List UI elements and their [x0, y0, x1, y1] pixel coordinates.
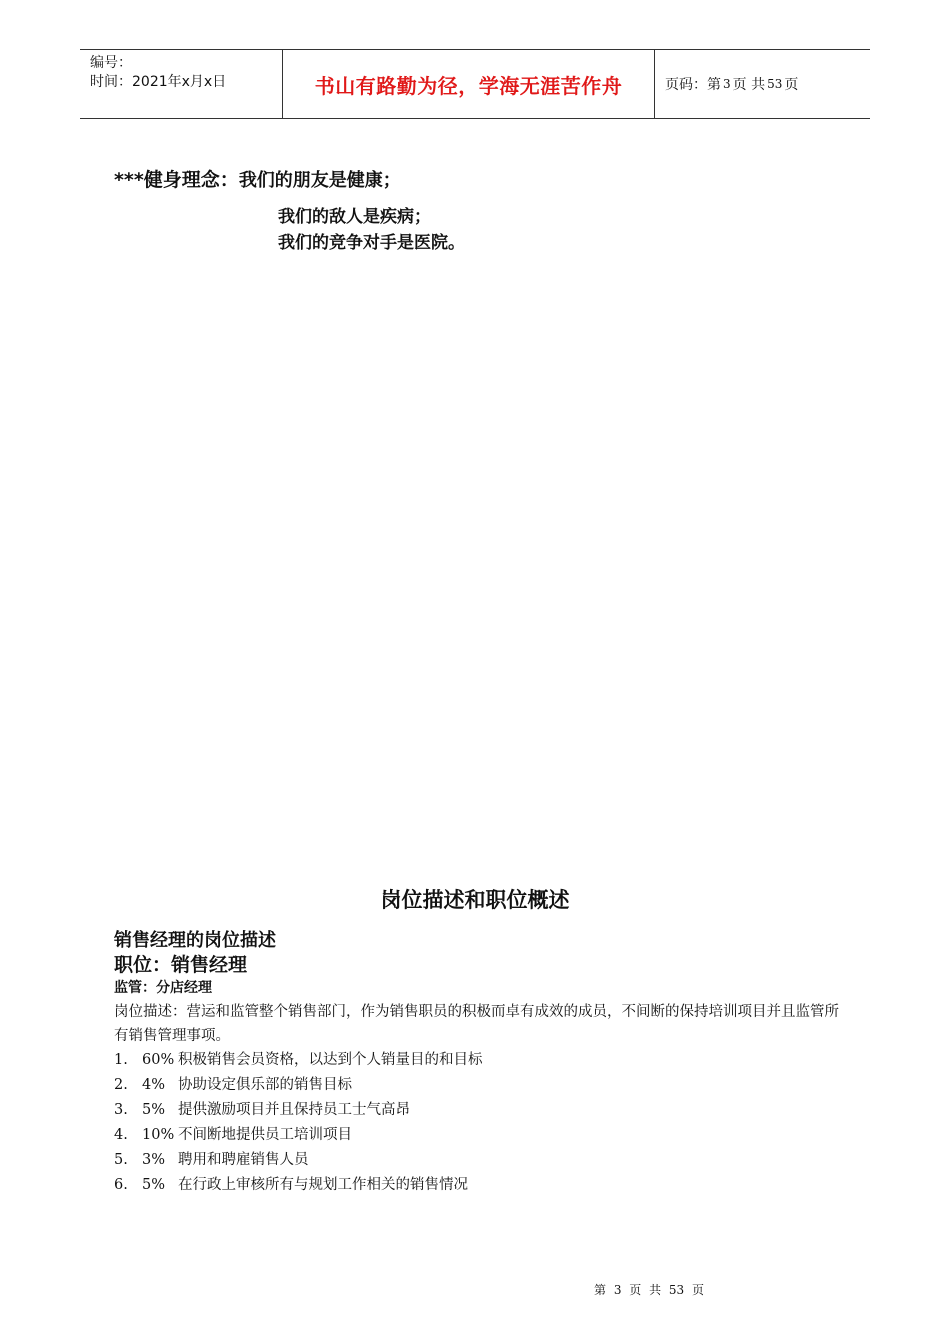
duty-number: 4. [114, 1127, 128, 1143]
page-total: 53 [767, 77, 783, 91]
philosophy-lead: ***健身理念： [114, 169, 239, 191]
time-label: 时间：2021年x月x日 [90, 74, 227, 90]
page-header [80, 49, 870, 119]
duty-percent: 60% [142, 1052, 175, 1068]
motto: 书山有路勤为径，学海无涯苦作舟 [314, 73, 623, 98]
duty-percent: 3% [142, 1152, 166, 1168]
list-item [114, 1048, 483, 1073]
duty-number: 3. [114, 1102, 128, 1118]
position-heading: 职位：销售经理 [114, 954, 248, 976]
philosophy-continued [278, 204, 465, 256]
list-item [114, 1123, 483, 1148]
duty-number: 1. [114, 1052, 128, 1068]
page-footer: 第 3 页 共 53 页 [594, 1283, 704, 1297]
page-current: 3 [723, 77, 731, 91]
supervisor-line: 监管：分店经理 [114, 980, 212, 996]
duty-text: 在行政上审核所有与规划工作相关的销售情况 [178, 1177, 468, 1193]
page-prefix: 页码：第 [665, 77, 721, 93]
duty-percent: 5% [142, 1102, 166, 1118]
page-mid: 页 共 [732, 77, 766, 93]
duties-list [114, 1048, 483, 1198]
duty-percent: 5% [142, 1177, 166, 1193]
philosophy-line-1 [114, 165, 401, 192]
list-item [114, 1148, 483, 1173]
duty-text: 积极销售会员资格，以达到个人销量目的和目标 [178, 1052, 483, 1068]
philosophy-text-2: 我们的敌人是疾病； [278, 207, 431, 227]
philosophy-text-3: 我们的竞争对手是医院。 [278, 233, 465, 253]
number-label: 编号： [90, 55, 132, 71]
philosophy-text-1: 我们的朋友是健康； [238, 170, 401, 191]
duty-text: 不间断地提供员工培训项目 [178, 1127, 352, 1143]
section-subtitle: 销售经理的岗位描述 [114, 930, 276, 951]
list-item [114, 1073, 483, 1098]
list-item [114, 1098, 483, 1123]
list-item [114, 1173, 483, 1198]
duty-text: 提供激励项目并且保持员工士气高昂 [178, 1102, 410, 1118]
section-title: 岗位描述和职位概述 [380, 888, 570, 912]
duty-number: 5. [114, 1152, 128, 1168]
duty-percent: 4% [142, 1077, 166, 1093]
header-meta [80, 50, 282, 118]
page-suffix: 页 [784, 77, 799, 93]
duty-text: 协助设定俱乐部的销售目标 [178, 1077, 352, 1093]
header-page-info [655, 50, 870, 118]
job-description: 岗位描述：营运和监管整个销售部门，作为销售职员的积极而卓有成效的成员，不间断的保持培训项目并且监管所有销售管理事项。 [114, 1004, 839, 1044]
header-motto-cell [282, 50, 655, 118]
duty-number: 2. [114, 1077, 128, 1093]
duty-text: 聘用和聘雇销售人员 [178, 1152, 309, 1168]
duty-percent: 10% [142, 1127, 175, 1143]
duty-number: 6. [114, 1177, 128, 1193]
